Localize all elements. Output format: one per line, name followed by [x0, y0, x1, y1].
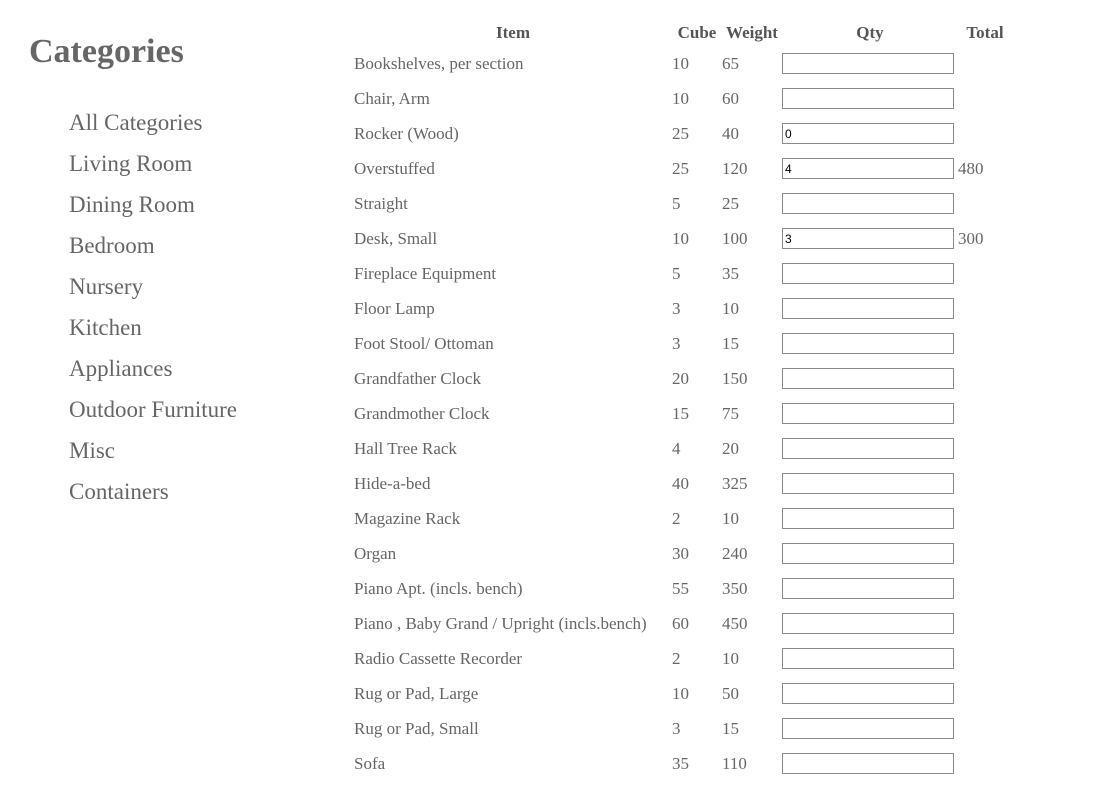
item-name: Overstuffed [354, 158, 435, 178]
table-row [354, 571, 1012, 606]
qty-input[interactable] [782, 263, 954, 284]
header-item: Item [496, 23, 530, 42]
table-header-row [354, 20, 1012, 46]
total-value [958, 711, 1012, 746]
item-name: Straight [354, 193, 408, 213]
total-value: 480 [958, 158, 984, 178]
cube-value: 10 [672, 88, 689, 108]
table-row [354, 396, 1012, 431]
header-cube: Cube [677, 23, 717, 42]
qty-cell [782, 81, 958, 116]
cube-value: 3 [672, 298, 681, 318]
cube-value: 5 [672, 193, 681, 213]
table-row [354, 256, 1012, 291]
cube-value: 2 [672, 648, 681, 668]
weight-value: 15 [722, 333, 739, 353]
total-value [958, 571, 1012, 606]
category-link-living-room[interactable]: Living Room [69, 151, 193, 176]
qty-cell [782, 536, 958, 571]
cube-value: 30 [672, 543, 689, 563]
item-name: Bookshelves, per section [354, 53, 524, 73]
item-name: Fireplace Equipment [354, 263, 497, 283]
item-name: Rug or Pad, Small [354, 718, 479, 738]
qty-cell [782, 326, 958, 361]
category-list [69, 102, 237, 512]
qty-cell [782, 186, 958, 221]
category-link-appliances[interactable]: Appliances [69, 356, 173, 381]
table-row [354, 501, 1012, 536]
qty-input[interactable] [782, 368, 954, 389]
qty-input[interactable] [782, 333, 954, 354]
item-name: Piano , Baby Grand / Upright (incls.bench) [354, 613, 647, 633]
qty-input[interactable] [782, 298, 954, 319]
weight-value: 350 [722, 578, 748, 598]
category-link-nursery[interactable]: Nursery [69, 274, 144, 299]
weight-value: 20 [722, 438, 739, 458]
qty-input[interactable] [782, 123, 954, 144]
total-value [958, 396, 1012, 431]
table-row [354, 431, 1012, 466]
table-row [354, 641, 1012, 676]
weight-value: 75 [722, 403, 739, 423]
total-value [958, 641, 1012, 676]
sidebar-title: Categories [29, 33, 184, 70]
item-name: Floor Lamp [354, 298, 435, 318]
cube-value: 35 [672, 753, 689, 773]
table-row [354, 291, 1012, 326]
weight-value: 450 [722, 613, 748, 633]
item-name: Hall Tree Rack [354, 438, 457, 458]
table-row [354, 186, 1012, 221]
qty-cell [782, 46, 958, 81]
weight-value: 60 [722, 88, 739, 108]
qty-cell [782, 641, 958, 676]
qty-cell [782, 431, 958, 466]
table-row [354, 81, 1012, 116]
item-name: Grandmother Clock [354, 403, 490, 423]
cube-value: 5 [672, 263, 681, 283]
item-name: Magazine Rack [354, 508, 461, 528]
total-value [958, 116, 1012, 151]
qty-cell [782, 571, 958, 606]
table-row [354, 466, 1012, 501]
total-value [958, 746, 1012, 781]
qty-cell [782, 256, 958, 291]
table-row [354, 361, 1012, 396]
weight-value: 25 [722, 193, 739, 213]
qty-cell [782, 606, 958, 641]
table-body [354, 46, 1012, 781]
weight-value: 120 [722, 158, 748, 178]
qty-input[interactable] [782, 718, 954, 739]
table-row [354, 746, 1012, 781]
table-row [354, 326, 1012, 361]
weight-value: 240 [722, 543, 748, 563]
cube-value: 2 [672, 508, 681, 528]
qty-input[interactable] [782, 578, 954, 599]
item-name: Radio Cassette Recorder [354, 648, 523, 668]
table-row [354, 606, 1012, 641]
item-name: Foot Stool/ Ottoman [354, 333, 494, 353]
item-name: Rocker (Wood) [354, 123, 459, 143]
header-qty: Qty [856, 23, 884, 42]
weight-value: 325 [722, 473, 748, 493]
weight-value: 110 [722, 753, 747, 773]
item-name: Sofa [354, 753, 386, 773]
qty-input[interactable] [782, 543, 954, 564]
category-sidebar [29, 30, 329, 504]
qty-input[interactable] [782, 88, 954, 109]
table-row [354, 116, 1012, 151]
category-link-all-categories[interactable]: All Categories [69, 110, 203, 135]
total-value [958, 186, 1012, 221]
total-value [958, 676, 1012, 711]
cube-value: 60 [672, 613, 689, 633]
qty-cell [782, 361, 958, 396]
item-name: Chair, Arm [354, 88, 430, 108]
qty-input[interactable] [782, 438, 954, 459]
total-value [958, 291, 1012, 326]
cube-value: 25 [672, 158, 689, 178]
weight-value: 65 [722, 53, 739, 73]
qty-input[interactable] [782, 158, 954, 179]
qty-cell [782, 221, 958, 256]
qty-input[interactable] [782, 403, 954, 424]
qty-input[interactable] [782, 473, 954, 494]
category-link-outdoor-furniture[interactable]: Outdoor Furniture [69, 397, 238, 422]
qty-input[interactable] [782, 508, 954, 529]
qty-input[interactable] [782, 193, 954, 214]
table-row [354, 676, 1012, 711]
qty-cell [782, 711, 958, 746]
header-total: Total [966, 23, 1004, 42]
cube-value: 4 [672, 438, 681, 458]
cube-value: 10 [672, 53, 689, 73]
weight-value: 150 [722, 368, 748, 388]
qty-cell [782, 151, 958, 186]
cube-value: 15 [672, 403, 689, 423]
item-name: Piano Apt. (incls. bench) [354, 578, 523, 598]
qty-input[interactable] [782, 53, 954, 74]
total-value [958, 256, 1012, 291]
qty-cell [782, 396, 958, 431]
qty-cell [782, 676, 958, 711]
cube-value: 25 [672, 123, 689, 143]
weight-value: 100 [722, 228, 748, 248]
table-row [354, 151, 1012, 186]
weight-value: 10 [722, 298, 739, 318]
total-value [958, 466, 1012, 501]
qty-cell [782, 746, 958, 781]
category-link-misc[interactable]: Misc [69, 438, 115, 463]
total-value [958, 326, 1012, 361]
item-name: Desk, Small [354, 228, 438, 248]
category-link-kitchen[interactable]: Kitchen [69, 315, 142, 340]
category-link-bedroom[interactable]: Bedroom [69, 233, 155, 258]
table-row [354, 46, 1012, 81]
item-name: Rug or Pad, Large [354, 683, 479, 703]
qty-cell [782, 501, 958, 536]
qty-input[interactable] [782, 613, 954, 634]
category-link-containers[interactable]: Containers [69, 479, 169, 504]
total-value [958, 501, 1012, 536]
table-row [354, 536, 1012, 571]
cube-value: 55 [672, 578, 689, 598]
total-value [958, 361, 1012, 396]
qty-cell [782, 291, 958, 326]
qty-input[interactable] [782, 753, 954, 774]
total-value [958, 46, 1012, 81]
total-value [958, 606, 1012, 641]
item-name: Organ [354, 543, 397, 563]
table-row [354, 221, 1012, 256]
cube-value: 10 [672, 683, 689, 703]
qty-cell [782, 116, 958, 151]
qty-input[interactable] [782, 228, 954, 249]
cube-value: 20 [672, 368, 689, 388]
total-value [958, 81, 1012, 116]
item-name: Grandfather Clock [354, 368, 481, 388]
table-row [354, 711, 1012, 746]
total-value [958, 536, 1012, 571]
total-value [958, 431, 1012, 466]
header-weight: Weight [726, 23, 778, 42]
qty-input[interactable] [782, 683, 954, 704]
item-name: Hide-a-bed [354, 473, 431, 493]
cube-value: 40 [672, 473, 689, 493]
category-link-dining-room[interactable]: Dining Room [69, 192, 195, 217]
qty-input[interactable] [782, 648, 954, 669]
total-value: 300 [958, 228, 984, 248]
weight-value: 10 [722, 648, 739, 668]
qty-cell [782, 466, 958, 501]
cube-value: 3 [672, 718, 681, 738]
weight-value: 40 [722, 123, 739, 143]
weight-value: 35 [722, 263, 739, 283]
inventory-table [354, 20, 1012, 781]
cube-value: 10 [672, 228, 689, 248]
cube-value: 3 [672, 333, 681, 353]
weight-value: 50 [722, 683, 739, 703]
weight-value: 10 [722, 508, 739, 528]
weight-value: 15 [722, 718, 739, 738]
